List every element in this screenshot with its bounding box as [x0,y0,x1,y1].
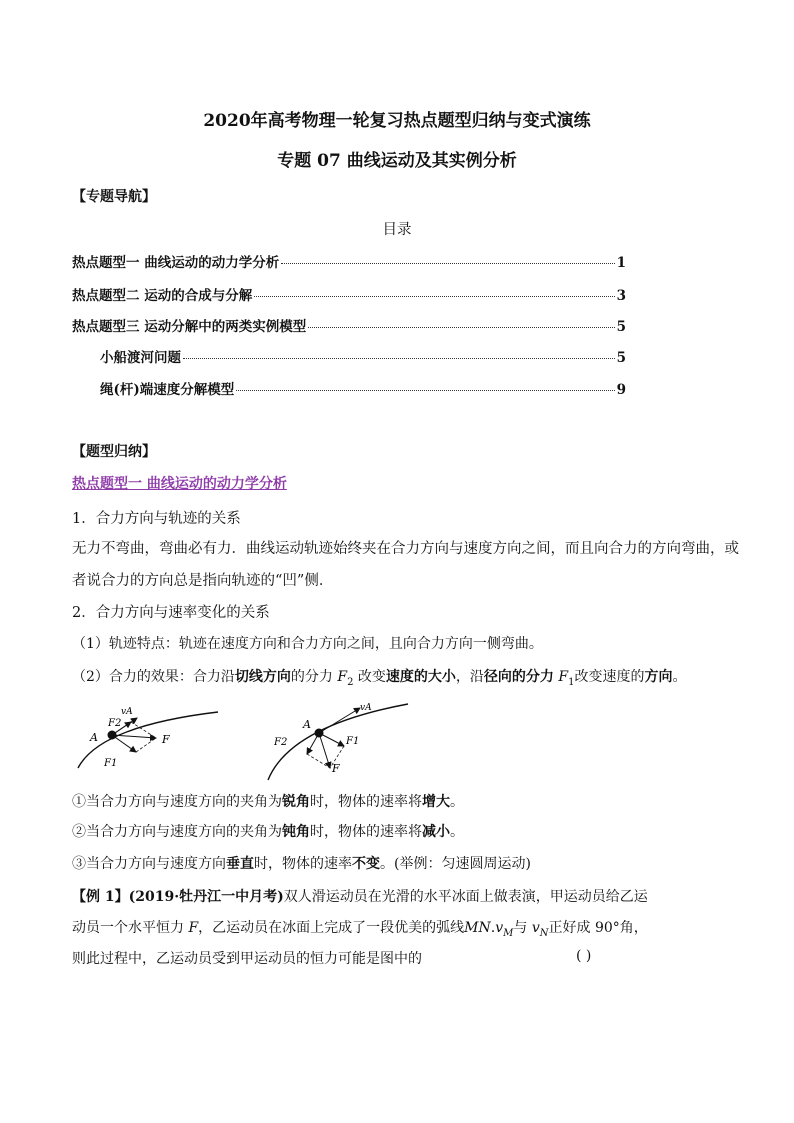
math-symbol: F [558,669,569,685]
toc-dot-leader [254,296,614,297]
toc-dot-leader [281,263,614,264]
figure-acute-angle [78,707,218,769]
example-line [72,886,648,906]
emphasis-text: 钝角 [282,824,310,840]
emphasis-text: 不变 [352,856,380,872]
math-symbol: F [337,669,348,685]
emphasis-text: 方向 [644,669,673,685]
text-run: 时，物体的速率 [254,856,352,872]
text-run: . [490,920,496,936]
force-arrow [112,735,156,738]
conclusion-line [72,791,464,811]
document-subtitle: 专题 07 曲线运动及其实例分析 [277,151,517,171]
trajectory-curve [78,712,218,768]
text-run: 正好成 90°角， [548,920,648,936]
label-f2: F2 [108,718,122,729]
toc-entry-page: 1 [616,255,626,271]
label-f: F [332,762,340,775]
toc-entry-label: 热点题型一 曲线运动的动力学分析 [72,255,280,271]
paragraph-line: 者说合力的方向总是指向轨迹的“凹”侧． [72,573,334,589]
text-run: ②当合力方向与速度方向的夹角为 [72,824,282,840]
text-run: 的分力 [290,669,338,685]
radial-force-arrow [112,735,136,752]
toc-entry[interactable] [72,251,626,271]
label-f1: F1 [346,736,360,747]
toc-dot-leader [236,390,614,391]
label-va: vA [360,703,372,713]
text-run: 。 [450,794,464,810]
text-run: 。(举例：匀速圆周运动) [380,856,531,872]
conclusion-line [72,821,464,841]
emphasis-text: 径向的分力 [483,669,554,685]
text-run: 时，物体的速率将 [310,794,422,810]
math-subscript: M [503,927,514,939]
toc-entry-label: 热点题型二 运动的合成与分解 [72,288,253,304]
example-tag: 【例 1】 [72,889,129,905]
emphasis-text: 切线方向 [234,669,291,685]
text-run: （2）合力的效果：合力沿 [72,669,235,685]
label-f1: F1 [104,758,118,769]
text-run: 时，物体的速率将 [310,824,422,840]
label-va: vA [121,707,133,717]
force-diagrams [60,696,440,788]
math-symbol: v [495,920,504,936]
emphasis-text: 锐角 [282,794,310,810]
velocity-arrow [319,708,360,733]
section-link[interactable]: 热点题型一 曲线运动的动力学分析 [72,476,287,492]
text-run: ，沿 [455,669,484,685]
toc-dot-leader [308,327,614,328]
summary-header: 【题型归纳】 [72,444,156,460]
toc-entry-page: 5 [616,350,626,366]
math-symbol: MN [464,920,491,936]
text-run: 改变 [353,669,386,685]
paragraph-item: （1）轨迹特点：轨迹在速度方向和合力方向之间，且向合力方向一侧弯曲。 [72,636,543,652]
math-symbol: F [188,920,199,936]
math-subscript: 2 [347,676,354,688]
text-run: ①当合力方向与速度方向的夹角为 [72,794,282,810]
label-a: A [303,718,311,731]
text-run: 动员一个水平恒力 [72,920,189,936]
text-run: 双人滑运动员在光滑的水平冰面上做表演，甲运动员给乙运 [283,889,648,905]
text-run: 。 [672,669,687,685]
figure-obtuse-angle [268,703,408,780]
toc-entry-page: 9 [616,382,626,398]
nav-header: 【专题导航】 [72,189,156,205]
label-f: F [162,733,170,746]
text-run: 改变速度的 [574,669,645,685]
text-run: ③当合力方向与速度方向 [72,856,226,872]
text-run: 与 [513,920,532,936]
answer-blank[interactable]: ( ) [576,948,592,964]
math-subscript: N [539,927,549,939]
toc-entry-page: 5 [616,319,626,335]
toc-entry[interactable] [100,378,626,398]
example-line: 则此过程中，乙运动员受到甲运动员的恒力可能是图中的 [72,951,422,967]
example-line [72,917,648,939]
paragraph-line: 无力不弯曲，弯曲必有力．曲线运动轨迹始终夹在合力方向与速度方向之间，而且向合力的方向弯曲，或 [72,541,739,557]
label-a: A [90,731,98,744]
conclusion-line [72,853,531,873]
paragraph-item [72,666,686,688]
toc-entry[interactable] [72,284,626,304]
toc-entry-label: 绳(杆)端速度分解模型 [100,382,235,398]
toc-entry-label: 热点题型三 运动分解中的两类实例模型 [72,319,307,335]
example-source: (2019·牡丹江一中月考) [128,889,284,905]
toc-title: 目录 [382,222,412,238]
toc-entry-page: 3 [616,288,626,304]
emphasis-text: 速度的大小 [385,669,456,685]
parallelogram-edge [136,738,156,752]
math-symbol: v [531,920,540,936]
toc-entry-label: 小船渡河问题 [100,350,181,366]
emphasis-text: 增大 [422,794,450,810]
emphasis-text: 垂直 [226,856,254,872]
toc-dot-leader [183,358,615,359]
paragraph-heading: 1．合力方向与轨迹的关系 [72,511,241,527]
math-subscript: 1 [568,676,575,688]
document-title: 2020年高考物理一轮复习热点题型归纳与变式演练 [203,111,591,131]
toc-entry[interactable] [100,346,626,366]
text-run: 。 [450,824,464,840]
text-run: ，乙运动员在冰面上完成了一段优美的弧线 [198,920,465,936]
emphasis-text: 减小 [422,824,450,840]
toc-entry[interactable] [72,315,626,335]
paragraph-heading: 2．合力方向与速率变化的关系 [72,605,270,621]
label-f2: F2 [274,737,288,748]
